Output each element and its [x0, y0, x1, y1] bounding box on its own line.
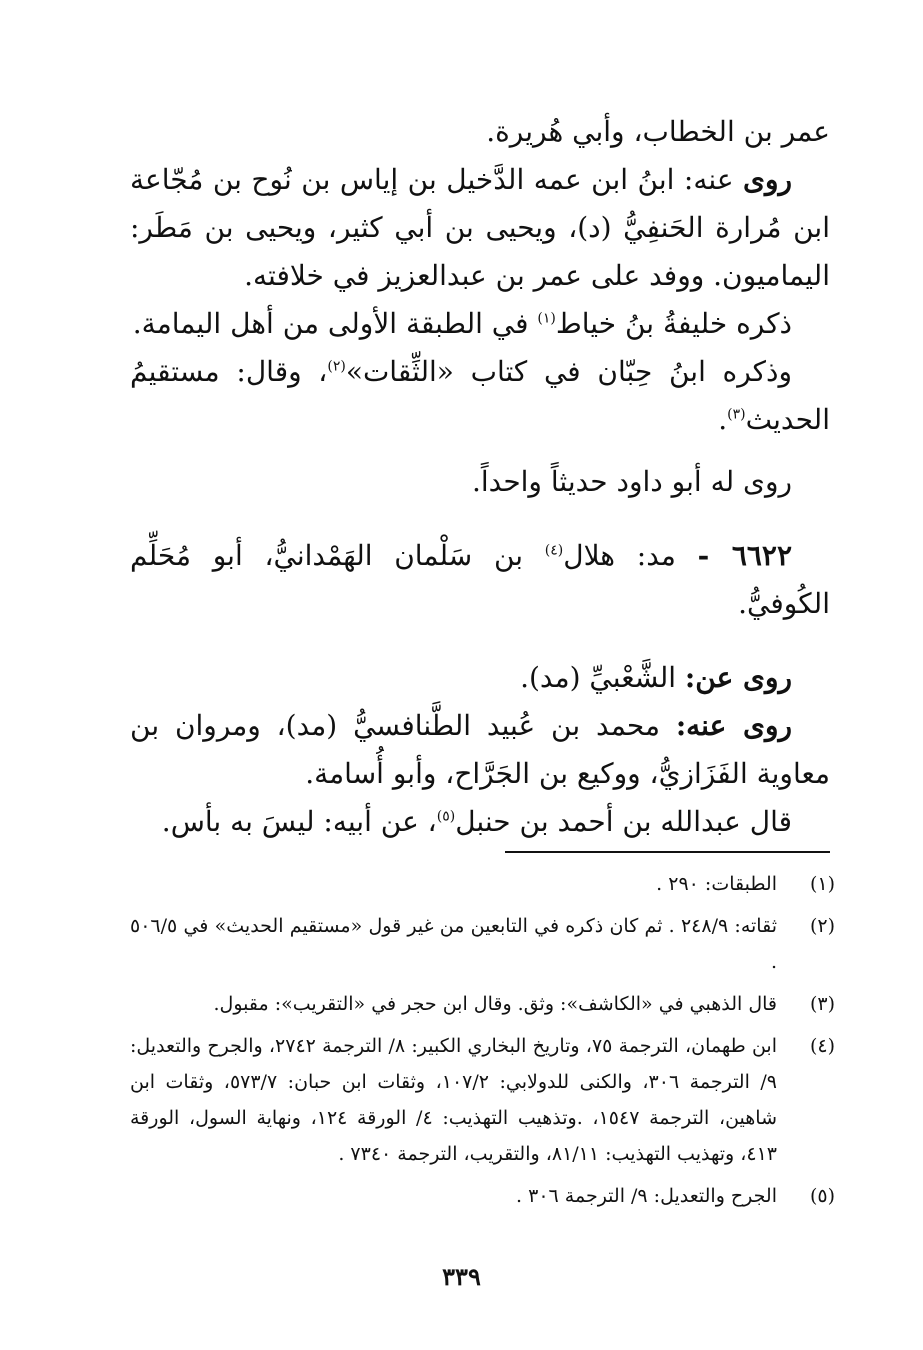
footnote-marker: (١) — [537, 310, 556, 327]
line-text: محمد بن عُبيد الطَّنافسيُّ (مد)، ومروان بن — [130, 709, 660, 742]
line-text: عمر بن الخطاب، وأبي هُريرة. — [486, 115, 830, 148]
footnote-marker: (٣) — [727, 406, 746, 423]
footnote-number: (٢) — [809, 915, 835, 937]
text-line — [130, 580, 830, 628]
line-text: ذكره خليفةُ بنُ خياط — [555, 307, 792, 340]
narrated-by-label: روى — [743, 163, 793, 196]
narrated-from-label: روى عن: — [684, 661, 792, 694]
footnote — [130, 908, 835, 980]
line-text: الشَّعْبيِّ (مد). — [520, 661, 677, 694]
line-text: معاوية الفَزَازيُّ، ووكيع بن الجَرَّاح، وأبو أُسامة. — [305, 757, 830, 790]
footnote — [130, 866, 835, 902]
line-text: مد: هلال — [563, 539, 676, 572]
entry-heading — [130, 532, 830, 580]
text-line — [130, 204, 830, 252]
line-text: قال عبدالله بن أحمد بن حنبل — [455, 805, 792, 838]
line-text: ، عن أبيه: ليسَ به بأس. — [161, 805, 437, 838]
text-line — [130, 702, 830, 750]
footnote-number: (١) — [809, 873, 835, 895]
footnotes — [130, 866, 835, 1220]
footnote-text: الجرح والتعديل: ٩/ الترجمة ٣٠٦ . — [516, 1185, 777, 1207]
footnote — [130, 1028, 835, 1172]
text-line — [130, 300, 830, 348]
footnote-marker: (٢) — [327, 358, 346, 375]
footnote-text: الطبقات: ٢٩٠ . — [656, 873, 777, 895]
footnote-text: قال الذهبي في «الكاشف»: وثق. وقال ابن حجر في «التقريب»: مقبول. — [213, 993, 777, 1015]
narrated-by-label: روى عنه: — [675, 709, 792, 742]
line-text: وذكره ابنُ حِبّان في كتاب «الثِّقات» — [345, 355, 792, 388]
line-text: الحديث — [745, 403, 830, 436]
text-line — [130, 798, 830, 846]
line-text: الكُوفيُّ. — [738, 587, 830, 620]
line-text: ابن مُرارة الحَنفِيُّ (د)، ويحيى بن أبي كثير، ويحيى بن مَطَر: — [130, 211, 830, 244]
text-line — [130, 750, 830, 798]
footnote-text: ابن طهمان، الترجمة ٧٥، وتاريخ البخاري الكبير: ٨/ الترجمة ٢٧٤٢، والجرح والتعديل: ٩/ الترجمة ٣٠٦، والكنى للدولابي: ١٠٧/٢، وثقات ابن حبان: ٥٧٣/٧، وثقات ابن شاهين، الترجمة ١٥٤٧، .وتذهيب التهذيب: ٤/ الورقة ١٢٤، ونهاية السول، الورقة ٤١٣، وتهذيب التهذيب: ٨١/١١، والتقريب، الترجمة ٧٣٤٠ . — [130, 1035, 778, 1165]
text-line — [130, 252, 830, 300]
footnote-marker: (٤) — [544, 542, 564, 559]
text-line — [130, 348, 830, 396]
line-text: . — [718, 403, 728, 436]
line-text: عنه: ابنُ ابن عمه الدَّخيل بن إياس بن نُوح بن مُجّاعة — [130, 163, 734, 196]
footnote-marker: (٥) — [436, 808, 456, 825]
text-line — [130, 108, 830, 156]
line-text: روى له أبو داود حديثاً واحداً. — [471, 465, 792, 498]
entry-number: ٦٦٢٢ - — [697, 539, 792, 572]
footnote — [130, 1178, 835, 1214]
text-line — [130, 654, 830, 702]
page-number: ٣٣٩ — [442, 1262, 481, 1291]
footnote-number: (٤) — [809, 1035, 835, 1057]
text-line — [130, 396, 830, 444]
line-text: بن سَلْمان الهَمْدانيُّ، أبو مُحَلِّم — [130, 539, 545, 572]
footnote-text: ثقاته: ٢٤٨/٩ . ثم كان ذكره في التابعين من غير قول «مستقيم الحديث» في ٥٠٦/٥ . — [130, 915, 777, 973]
footnote-number: (٥) — [809, 1185, 835, 1207]
line-text: ، وقال: مستقيمُ — [130, 355, 328, 388]
footnote — [130, 986, 835, 1022]
footnote-separator — [505, 851, 830, 853]
footnote-number: (٣) — [809, 993, 835, 1015]
main-text — [130, 108, 830, 846]
line-text: اليماميون. ووفد على عمر بن عبدالعزيز في خلافته. — [244, 259, 830, 292]
text-line — [130, 156, 830, 204]
line-text: في الطبقة الأولى من أهل اليمامة. — [132, 307, 538, 340]
text-line — [130, 458, 830, 506]
